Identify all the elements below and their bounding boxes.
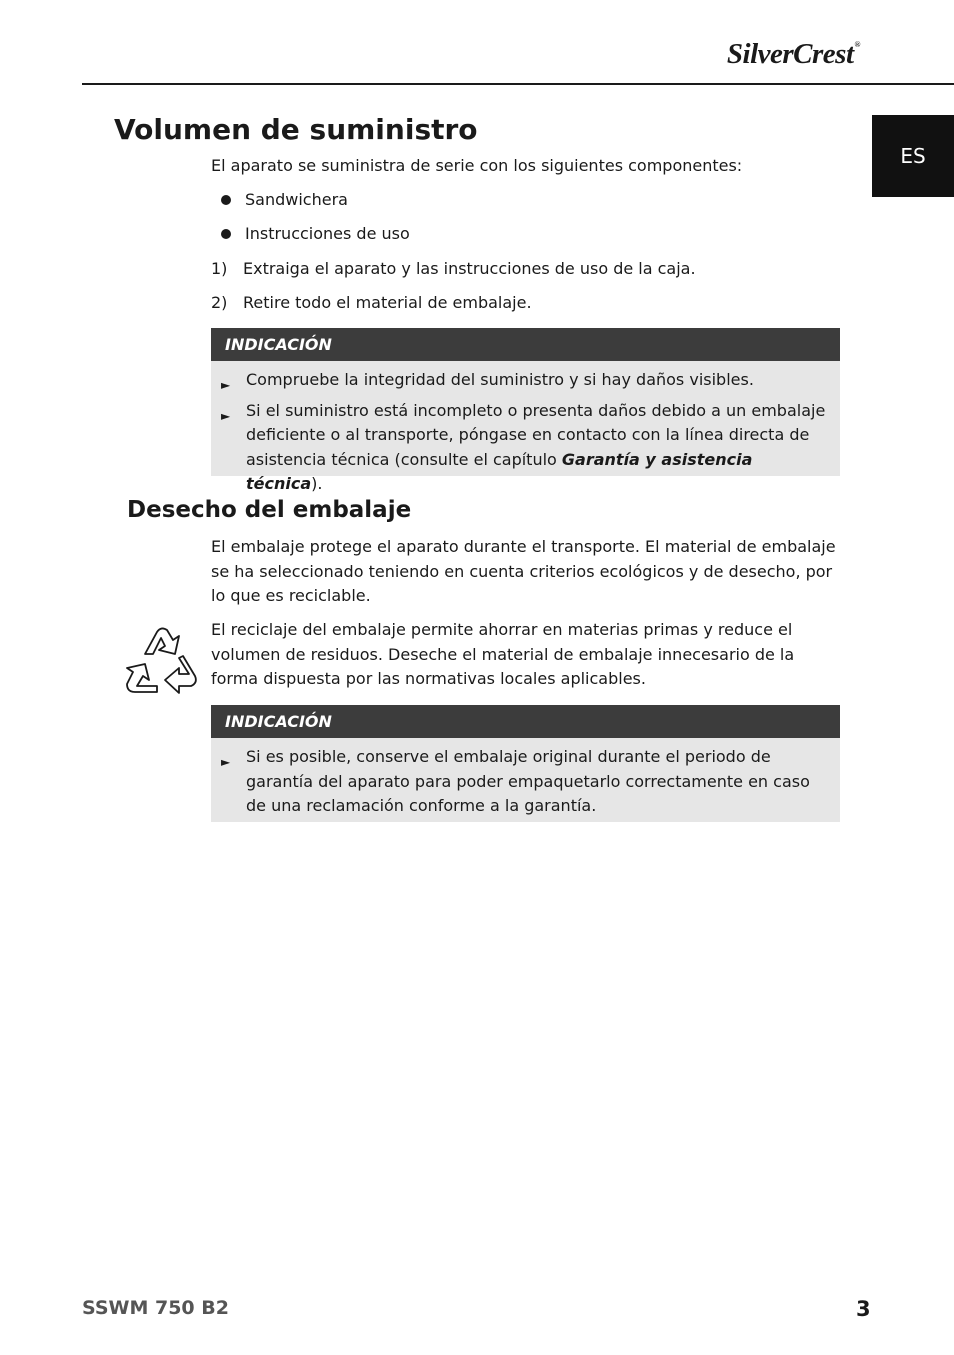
brand-logo: SilverCrest® <box>726 38 860 70</box>
arrow-icon: ► <box>221 408 231 423</box>
language-tab: ES <box>872 115 954 197</box>
note-heading: INDICACIÓN <box>211 705 840 738</box>
bullet-icon <box>221 229 231 239</box>
arrow-icon: ► <box>221 755 231 769</box>
disposal-paragraph: El embalaje protege el aparato durante el transporte. El material de embalaje se ha seleccionado teniendo en cuenta criterios ecológicos y de desecho, por lo que es reciclable. <box>211 537 836 605</box>
recycling-paragraph: El reciclaje del embalaje permite ahorrar en materias primas y reduce el volumen de residuos. Deseche el material de embalaje innecesario de la forma dispuesta por las normativas locales aplicables. <box>211 620 795 688</box>
note-box <box>211 705 840 822</box>
supply-intro: El aparato se suministra de serie con los siguientes componentes: <box>211 156 743 175</box>
arrow-icon: ► <box>221 378 231 392</box>
recycle-icon <box>121 618 205 700</box>
bullet-icon <box>221 195 231 205</box>
section-title-supply: Volumen de suministro <box>114 113 478 146</box>
section-title-disposal: Desecho del embalaje <box>127 497 412 523</box>
step-item: 2) Retire todo el material de embalaje. <box>211 293 532 312</box>
note-item: ► Si es posible, conserve el embalaje original durante el periodo de garantía del aparato para poder empaquetarlo correctamente en caso de una reclamación conforme a la garantía. <box>221 747 810 815</box>
bullet-item: Sandwichera <box>211 190 348 210</box>
note-box <box>211 328 840 493</box>
step-item: 1) Extraiga el aparato y las instrucciones de uso de la caja. <box>211 259 696 278</box>
note-heading: INDICACIÓN <box>211 328 840 361</box>
note-item: ► Si el suministro está incompleto o presenta daños debido a un embalaje deficiente o al transporte, póngase en contacto con la línea directa de asistencia técnica (consulte el capítulo Garantía y asistencia técnica). <box>221 400 826 493</box>
footer-model: SSWM 750 B2 <box>82 1297 229 1319</box>
header-rule <box>82 83 954 85</box>
page-number: 3 <box>856 1297 871 1321</box>
note-item: ► Compruebe la integridad del suministro y si hay daños visibles. <box>211 368 840 393</box>
bullet-item: Instrucciones de uso <box>211 224 410 244</box>
